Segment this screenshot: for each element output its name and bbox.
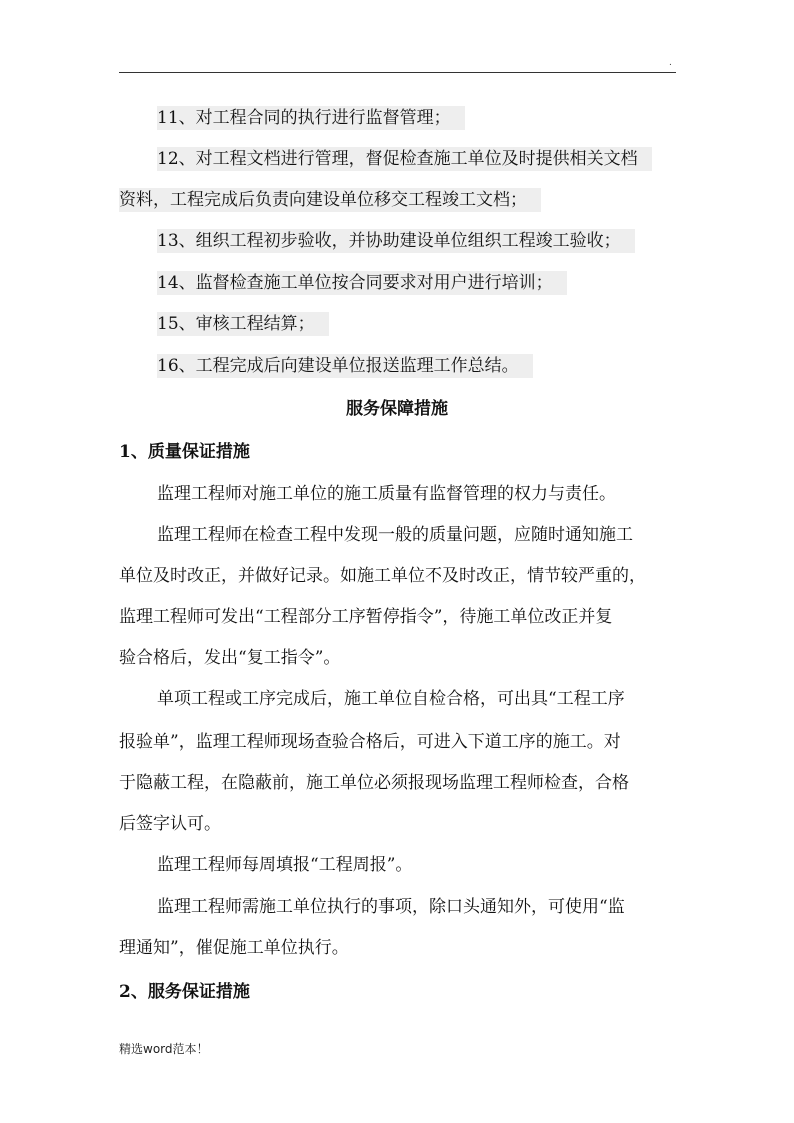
paragraph-line: 后签字认可。	[119, 814, 221, 834]
list-item: 14、监督检查施工单位按合同要求对用户进行培训；	[157, 270, 567, 296]
list-item: 11、对工程合同的执行进行监督管理；	[157, 105, 465, 131]
paragraph-line: 报验单”，监理工程师现场查验合格后，可进入下道工序的施工。对	[119, 732, 621, 752]
heading-service: 2、服务保证措施	[119, 982, 250, 1002]
list-item: 资料，工程完成后负责向建设单位移交工程竣工文档；	[119, 187, 541, 213]
paragraph-line: 监理工程师需施工单位执行的事项，除口头通知外，可使用“监	[157, 897, 625, 917]
paragraph-line: 单项工程或工序完成后，施工单位自检合格，可出具“工程工序	[157, 689, 625, 709]
list-item: 13、组织工程初步验收，并协助建设单位组织工程竣工验收；	[157, 228, 635, 254]
paragraph-line: 监理工程师在检查工程中发现一般的质量问题，应随时通知施工	[157, 525, 633, 545]
paragraph-line: 监理工程师每周填报“工程周报”。	[157, 855, 413, 875]
heading-quality: 1、质量保证措施	[119, 442, 250, 462]
paragraph-line: 于隐蔽工程，在隐蔽前，施工单位必须报现场监理工程师检查，合格	[119, 773, 629, 793]
list-item: 15、审核工程结算；	[157, 311, 329, 337]
header-rule	[119, 72, 676, 73]
paragraph-line: 监理工程师可发出“工程部分工序暂停指令”，待施工单位改正并复	[119, 607, 613, 627]
list-item: 12、对工程文档进行管理，督促检查施工单位及时提供相关文档	[157, 146, 652, 172]
list-item: 16、工程完成后向建设单位报送监理工作总结。	[157, 353, 533, 379]
paragraph-line: 验合格后，发出“复工指令”。	[119, 648, 341, 668]
paragraph-line: 单位及时改正，并做好记录。如施工单位不及时改正，情节较严重的，	[119, 566, 646, 586]
footer-text: 精选word范本！	[119, 1042, 209, 1056]
header-mark: .	[669, 58, 672, 68]
paragraph-line: 监理工程师对施工单位的施工质量有监督管理的权力与责任。	[157, 484, 616, 504]
paragraph-line: 理通知”，催促施工单位执行。	[119, 938, 349, 958]
section-title: 服务保障措施	[346, 399, 448, 419]
